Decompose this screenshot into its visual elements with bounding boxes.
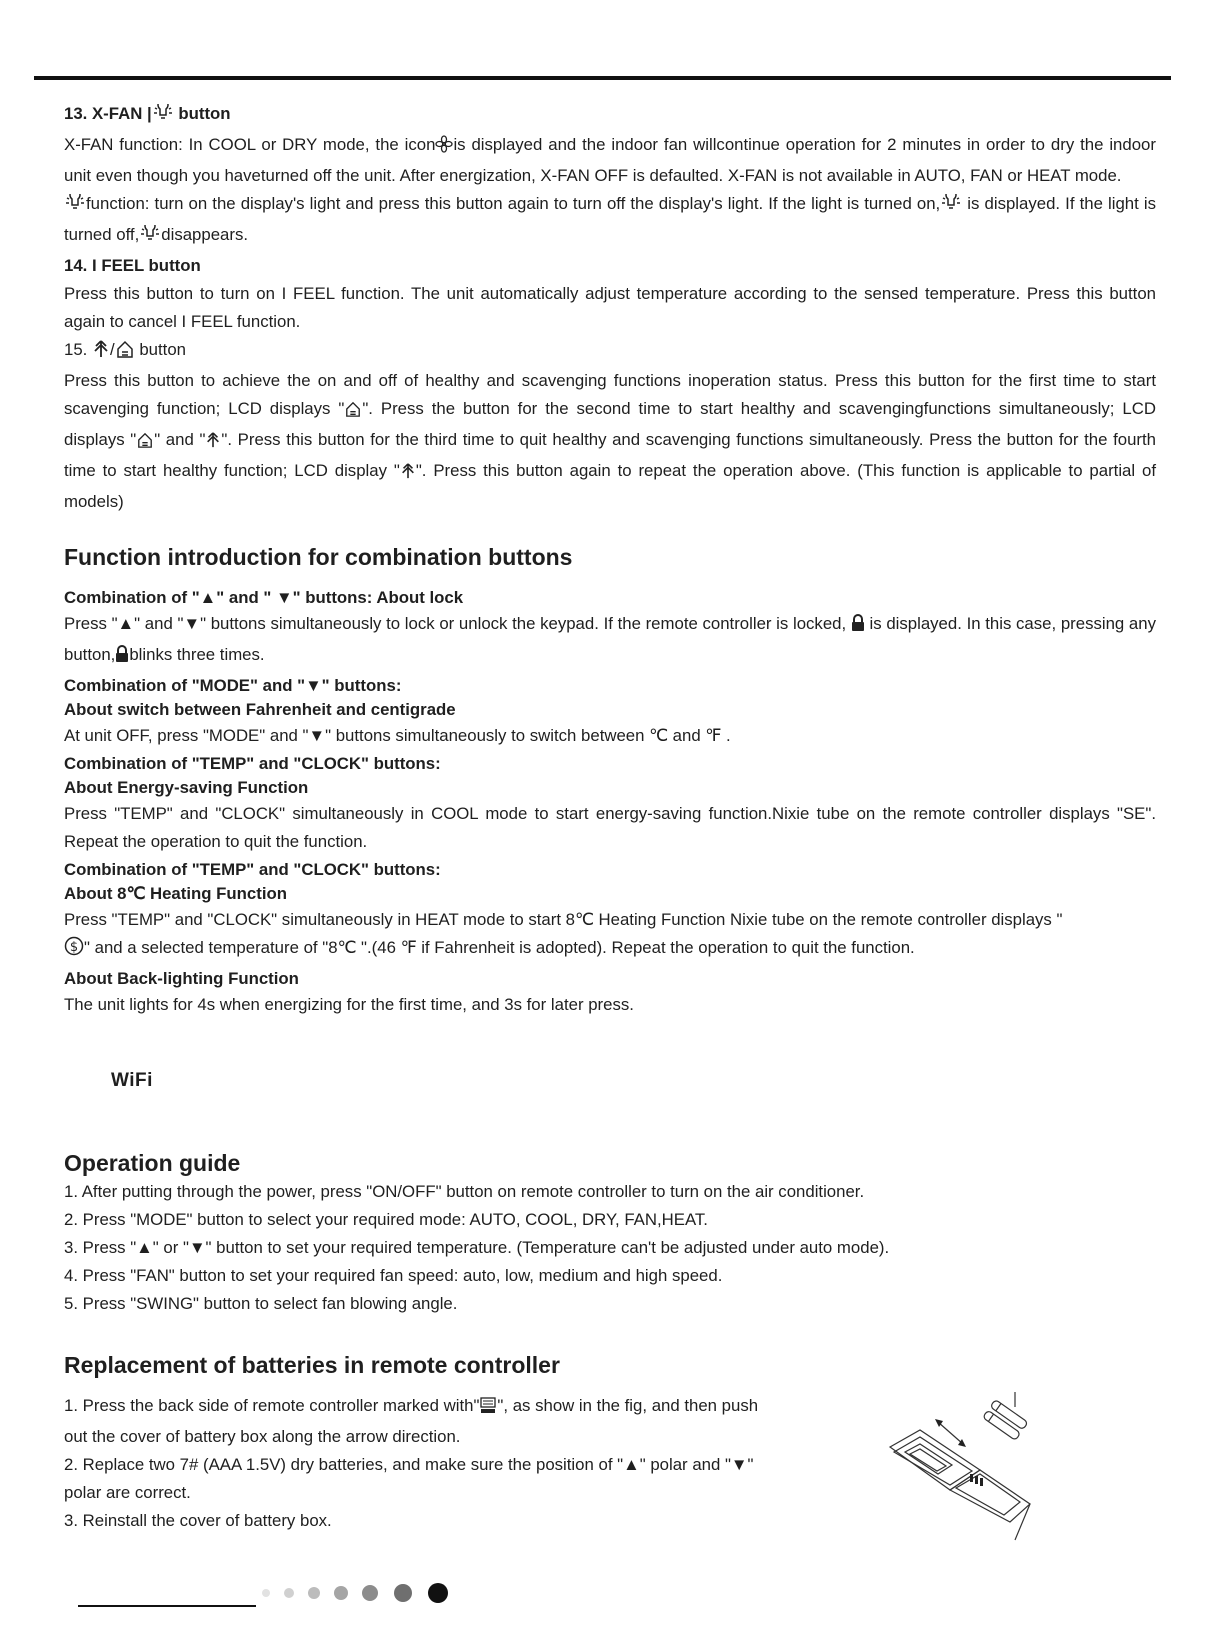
svg-text:$: $	[69, 940, 79, 955]
battery-step-3: 3. Reinstall the cover of battery box.	[64, 1511, 332, 1530]
backlight-desc: The unit lights for 4s when energizing for the first time, and 3s for later press.	[64, 995, 634, 1014]
light-icon	[152, 103, 174, 131]
fan-icon	[435, 134, 453, 162]
guide-item: 1. After putting through the power, press "ON/OFF" button on remote controller to turn on the air conditioner.	[64, 1182, 865, 1201]
dollar-circle-icon	[64, 936, 84, 965]
progress-dot	[284, 1588, 294, 1598]
scavenging-house-icon	[115, 339, 135, 367]
mode-title-2: About switch between Fahrenheit and centigrade	[64, 700, 456, 719]
light-icon	[139, 224, 161, 252]
health-title: 15. / button	[64, 336, 1156, 367]
scavenging-house-icon	[136, 429, 154, 457]
guide-item: 4. Press "FAN" button to set your required fan speed: auto, low, medium and high speed.	[64, 1266, 723, 1285]
light-desc: function: turn on the display's light and press this button again to turn off the display's light. If the light is turned on, is displayed. If the light is turned off, disappears.	[64, 190, 1156, 252]
xfan-title: 13. X-FAN | button	[64, 100, 1156, 131]
heat-title-1: Combination of "TEMP" and "CLOCK" buttons:	[64, 860, 441, 879]
heat-title-2: About 8℃ Heating Function	[64, 884, 287, 903]
healthy-tree-icon	[92, 339, 110, 367]
progress-dot	[362, 1585, 378, 1601]
wifi-label: WiFi	[111, 1070, 153, 1091]
guide-item: 5. Press "SWING" button to select fan blowing angle.	[64, 1294, 458, 1313]
xfan-desc: X-FAN function: In COOL or DRY mode, the icon is displayed and the indoor fan willcontinue operation for 2 minutes in order to dry the indoor unit even though you haveturned off the unit. After energization, X-FAN OFF is defaulted. X-FAN is not available in AUTO, FAN or HEAT mode.	[64, 135, 1156, 185]
backlight-title: About Back-lighting Function	[64, 969, 299, 988]
guide-section	[64, 1148, 1156, 1318]
battery-step-2: 2. Replace two 7# (AAA 1.5V) dry batteries, and make sure the position of "▲" polar and "▼" polar are correct.	[64, 1455, 754, 1502]
light-icon	[940, 193, 962, 221]
guide-heading: Operation guide	[64, 1150, 241, 1176]
light-icon	[64, 193, 86, 221]
healthy-tree-icon	[205, 429, 221, 457]
battery-step-1: 1. Press the back side of remote controller marked with" ", as show in the fig, and then push out the cover of battery box along the arrow direction.	[64, 1396, 759, 1446]
mode-title-1: Combination of "MODE" and "▼" buttons:	[64, 676, 402, 695]
mode-desc: At unit OFF, press "MODE" and "▼" buttons simultaneously to switch between ℃ and ℉ .	[64, 726, 731, 745]
footer-rule	[78, 1605, 256, 1607]
ifeel-desc: Press this button to turn on I FEEL function. The unit automatically adjust temperature according to the sensed temperature. Press this button again to cancel I FEEL function.	[64, 284, 1156, 331]
energy-title-1: Combination of "TEMP" and "CLOCK" buttons:	[64, 754, 441, 773]
scavenging-house-icon	[344, 398, 362, 426]
lock-icon	[851, 613, 865, 641]
progress-dot	[334, 1586, 348, 1600]
remote-battery-illustration	[880, 1392, 1070, 1542]
health-desc: Press this button to achieve the on and off of healthy and scavenging functions inoperation status. Press this button for the first time to start scavenging function; LCD displays " ". Press the button for the second time to start healthy and scavengingfunctions simultaneously; LCD displays " " and " ". Press this button for the third time to quit healthy and scavenging functions simultaneously. Press the button for the fourth time to start healthy function; LCD display " ". Press this button again to repeat the operation above. (This function is applicable to partial of models)	[64, 371, 1156, 511]
manual-content	[64, 100, 1156, 1019]
combo-heading: Function introduction for combination buttons	[64, 544, 573, 570]
healthy-tree-icon	[400, 460, 416, 488]
lock-title: Combination of "▲" and " ▼" buttons: About lock	[64, 588, 464, 607]
top-rule	[34, 76, 1171, 80]
progress-dot	[394, 1584, 412, 1602]
heat-desc: Press "TEMP" and "CLOCK" simultaneously in HEAT mode to start 8℃ Heating Function Nixie tube on the remote controller displays " $ " and a selected temperature of "8℃ ".(46 ℉ if Fahrenheit is adopted). Repeat the operation to quit the function.	[64, 906, 1156, 965]
lock-desc: Press "▲" and "▼" buttons simultaneously to lock or unlock the keypad. If the remote controller is locked, is displayed. In this case, pressing any button, blinks three times.	[64, 610, 1156, 672]
energy-title-2: About Energy-saving Function	[64, 778, 309, 797]
guide-item: 3. Press "▲" or "▼" button to set your required temperature. (Temperature can't be adjusted under auto mode).	[64, 1238, 890, 1257]
lock-icon	[115, 644, 129, 672]
progress-dot	[262, 1589, 270, 1597]
progress-dot	[308, 1587, 320, 1599]
progress-dot	[428, 1583, 448, 1603]
energy-desc: Press "TEMP" and "CLOCK" simultaneously in COOL mode to start energy-saving function.Nixie tube on the remote controller displays "SE". Repeat the operation to quit the function.	[64, 804, 1156, 851]
ifeel-title: 14. I FEEL button	[64, 256, 201, 275]
open-marker-icon	[479, 1395, 497, 1423]
battery-heading: Replacement of batteries in remote controller	[64, 1352, 560, 1378]
battery-section	[64, 1350, 784, 1535]
guide-item: 2. Press "MODE" button to select your required mode: AUTO, COOL, DRY, FAN,HEAT.	[64, 1210, 708, 1229]
